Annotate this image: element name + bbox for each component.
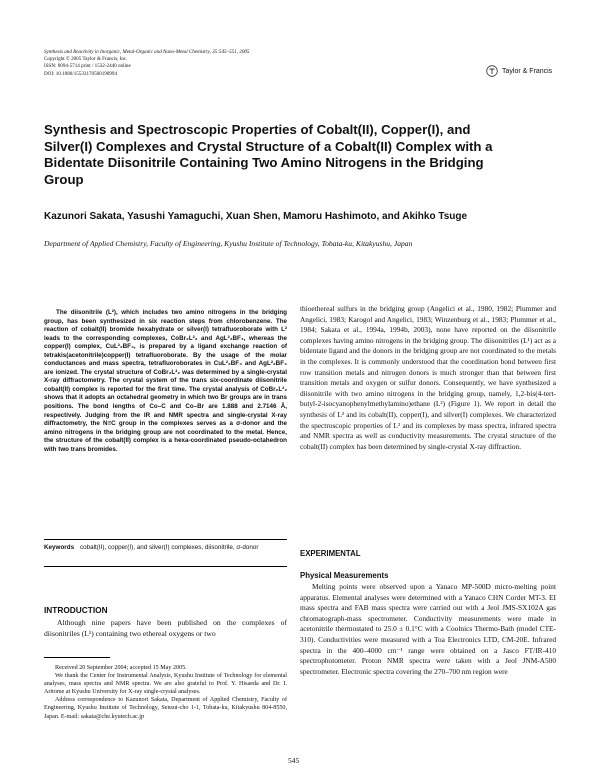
keywords-label: Keywords bbox=[44, 544, 75, 551]
footnote-received: Received 20 September 2004; accepted 15 May 2005. bbox=[55, 665, 187, 671]
footnote-acknowledgement: We thank the Center for Instrumental Analysis, Kyushu Institute of Technology for elemental analyses, mass spectra and NMR spectra. We are also grateful to Prof. Y. Hisaeda and Dr. I. Aritome at Kyushu University for X-ray single-crystal analyses. bbox=[44, 673, 287, 696]
publisher-name: Taylor & Francis bbox=[502, 67, 553, 75]
doi: DOI: 10.1080/15533170500198994 bbox=[44, 70, 118, 77]
copyright: Copyright © 2005 Taylor & Francis, Inc. bbox=[44, 56, 128, 63]
physical-measurements-heading: Physical Measurements bbox=[300, 571, 389, 580]
footnote-rule bbox=[44, 657, 110, 658]
keywords-bottom-rule bbox=[44, 566, 287, 567]
journal-citation: Synthesis and Reactivity in Inorganic, Metal-Organic and Nano-Metal Chemistry, 35:545–551, 2005 bbox=[44, 49, 250, 55]
abstract: The diisonitrile (L²), which includes two amino nitrogens in the bridging group, has been synthesized in six reaction steps from chlorobenzene. The reaction of cobalt(II) bromide hexahydrate or silver(I) tetrafluoroborate with L² leads to the corresponding complexes, CoBr₂L²₂ and AgL²₂BF₄, whereas the copper(I) complex, CuL²₂BF₄, is prepared by a ligand exchange reaction of tetrakis(acetonitrile)copper(I) tetrafluoroborate. By the usage of the molar conductances and mass spectra, tetrafluoroborates in CuL²₂BF₄ and AgL²₂BF₄ are ionized. The crystal structure of CoBr₂L²₂ was determined by a single-crystal X-ray diffractometry. The crystal system of the trans six-coordinate diisonitrile cobalt(II) complex is reported for the first time. The crystal analysis of CoBr₂L²₂ shows that it adopts an octahedral geometry in which two Br groups are in trans positions. The bond lengths of Co–C and Co–Br are 1.888 and 2.7146 Å, respectively. Judging from the IR and NMR spectra and single-crystal X-ray diffractometry, the N≡C group in the complexes serves as a σ-donor and the amino nitrogens in the bridging group are not coordinated to the metal. Hence, the structure of the cobalt(II) complex is a hexa-coordinated pseudo-octahedron with two trans bromides. bbox=[44, 309, 287, 453]
physical-measurements-paragraph: Melting points were observed upon a Yanaco MP-500D micro-melting point apparatus. Elemental analyses were determined with a Yanaco CHN Corder MT-3. EI mass spectra and FAB mass spectra were carried out with a Jeol JMS-SX102A gas chromatograph-mass spectrometer. Conductivity measurements were made in acetonitrile thermostated to 25.0 ± 0.1°C with a Coolnics Thermo-Bath (model CTE-310). Conductivities were measured with a Toa Electronics LTD, CM-20E. Infrared spectra in the 400–4000 cm⁻¹ range were obtained on a Jasco FT/IR-410 spectrophotometer. Proton NMR spectra were taken with a Jeol JNM-A500 spectrometer. Electronic spectra covering the 270–700 nm region were bbox=[300, 582, 556, 676]
article-authors: Kazunori Sakata, Yasushi Yamaguchi, Xuan Shen, Mamoru Hashimoto, and Akihko Tsuge bbox=[44, 211, 468, 222]
publisher-logo bbox=[486, 63, 566, 79]
page-number: 545 bbox=[288, 756, 300, 765]
keywords-list: cobalt(II), copper(I), and silver(I) complexes, diisonitrile, σ-donor bbox=[80, 544, 259, 551]
intro-continuation: thioethereal sulfurs in the bridging group (Angelici et al., 1980, 1982; Plummer and Angelici, 1983; Karogol and Angelici, 1983; Winzenburg et al., 1983; Plummer et al., 1984; Sakata et al., 1994a, 1994b, 2003), none have reported on the diisonitrile complexes having amino nitrogens in the bridging group. The diisonitriles (L¹) act as a bidentate ligand and the donors in the bridging group are not coordinated to the metals in the complexes. It is commonly understood that the coordination bond between first row transition metals and nitrogen donors is much stronger than that between first transition metals and oxygen or sulfur donors. Consequently, we have synthesized a diisonitrile with two amino nitrogens in the bridging group, namely, 1,2-bis(4-tert-butyl-2-isocyanophenylmethylamino)ethane (L²) (Figure 1). We report in detail the synthesis of L² and its cobalt(II), copper(I), and silver(I) complexes. We characterized the spectroscopic properties of L² and its complexes by mass spectra, infrared spectra and NMR spectra as well as conductivity measurements. The crystal structure of the cobalt(II) complex has been determined by single-crystal X-ray diffraction. bbox=[300, 304, 556, 451]
keywords-top-rule bbox=[44, 539, 287, 540]
author-affiliation: Department of Applied Chemistry, Faculty of Engineering, Kyushu Institute of Technology, Tobata-ku, Kitakyushu, Japan bbox=[44, 239, 413, 248]
intro-heading: INTRODUCTION bbox=[44, 605, 108, 615]
keywords-block bbox=[44, 544, 287, 553]
footnotes bbox=[44, 664, 287, 721]
footnote-correspondence: Address correspondence to Kazunori Sakata, Department of Applied Chemistry, Faculty of Engineering, Kyushu Institute of Technology, Sensui-cho 1-1, Tobata-ku, Kitakyushu 804-8550, Japan. E-mail: sakata@che.kyutech.ac.jp bbox=[44, 697, 287, 720]
intro-paragraph: Although nine papers have been published on the complexes of diisonitriles (L¹) containing two ethereal oxygens or two bbox=[44, 618, 287, 638]
experimental-heading: EXPERIMENTAL bbox=[300, 549, 361, 558]
issn: ISSN: 0094-5714 print / 1532-2440 online bbox=[44, 63, 131, 70]
article-title: Synthesis and Spectroscopic Properties of Cobalt(II), Copper(I), and Silver(I) Complexes and Crystal Structure of a Cobalt(II) Complex with a Bidentate Diisonitrile Containing Two Amino Nitrogens in the Bridging Group bbox=[44, 122, 493, 187]
publisher-logo-icon bbox=[486, 65, 498, 77]
journal-header bbox=[44, 49, 474, 78]
